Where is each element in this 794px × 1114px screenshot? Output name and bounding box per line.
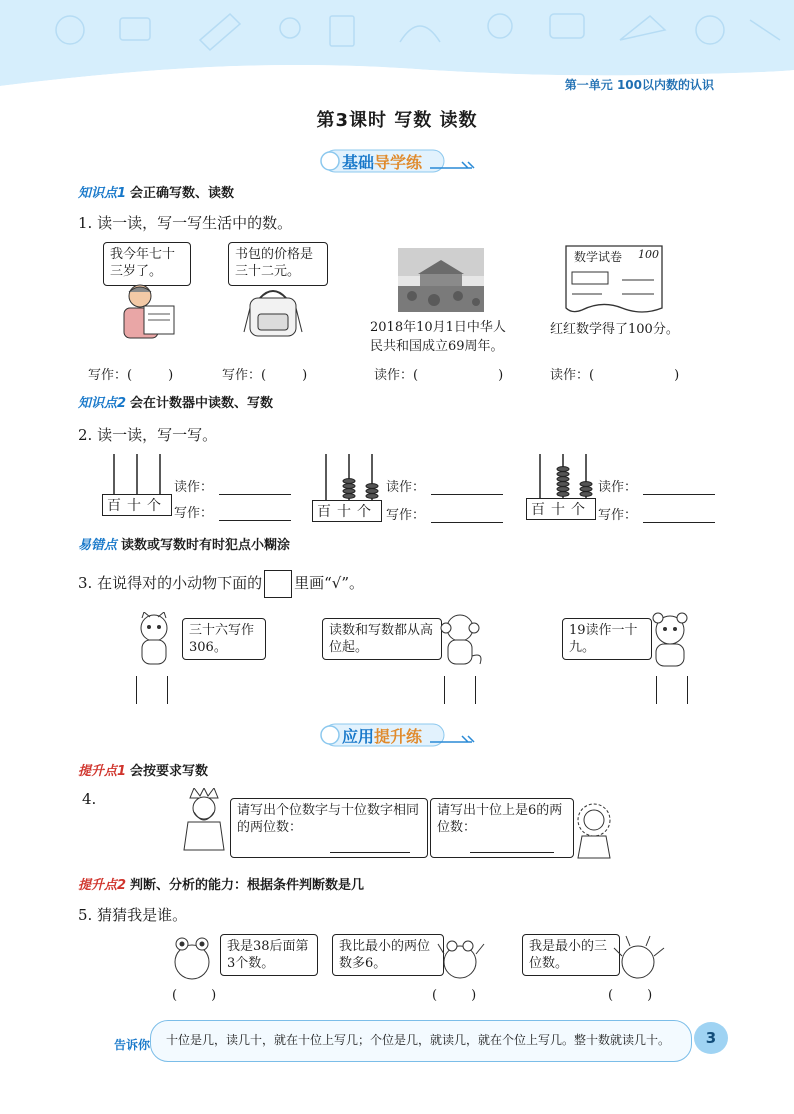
king-illustration	[180, 788, 228, 852]
read-label: 读作：	[174, 480, 214, 495]
q2-title: 2. 读一读，写一写。	[78, 426, 218, 444]
q4-answer-line-a[interactable]	[330, 852, 410, 853]
read-label: 读作：	[386, 480, 426, 495]
abacus-2-base: 百十个	[312, 500, 382, 522]
grandpa-reading-illustration	[110, 282, 182, 344]
abacus-bead	[366, 484, 378, 489]
abacus-1-write	[174, 502, 291, 521]
kp1-text: 会正确写数、读数	[130, 186, 235, 201]
abacus-3-read	[598, 476, 715, 495]
write-label: 写作：(	[88, 368, 133, 383]
q3-answer-box-c[interactable]	[656, 676, 688, 704]
q3-box-example	[264, 570, 292, 598]
up1-text: 会按要求写数	[130, 764, 209, 779]
up1-tag: 提升点1	[78, 764, 127, 779]
q1-caption-c: 2018年10月1日中华人民共和国成立69周年。	[370, 320, 506, 354]
up2-text: 判断、分析的能力：根据条件判断数是几	[130, 878, 365, 893]
abacus-2-rods	[316, 452, 382, 500]
read-blank[interactable]	[219, 480, 291, 495]
q1-bubble-a: 我今年七十三岁了。	[103, 242, 191, 286]
section-advanced-part2: 提升练	[374, 727, 423, 746]
q5-bubble-a: 我是38后面第3个数。	[220, 934, 318, 976]
q1-answer-d	[550, 364, 679, 383]
q1-title: 1. 读一读，写一写生活中的数。	[78, 214, 293, 232]
section-basic	[310, 146, 490, 176]
section-basic-part2: 导学练	[374, 153, 423, 172]
abacus-bead	[557, 477, 569, 482]
q3-title	[78, 570, 364, 598]
paren-open: (	[608, 988, 614, 1003]
tiananmen-photo	[398, 248, 484, 312]
abacus-3-rods	[530, 452, 596, 498]
q5-answer-b[interactable]	[432, 988, 476, 1003]
q5-answer-c[interactable]	[608, 988, 652, 1003]
q1-caption-d: 红红数学得了100分。	[550, 322, 679, 337]
read-blank[interactable]	[643, 480, 715, 495]
bear-illustration	[644, 610, 696, 670]
q1-answer-c	[374, 364, 503, 383]
write-label: 写作：(	[222, 368, 267, 383]
read-blank[interactable]	[431, 480, 503, 495]
paren-open: (	[432, 988, 438, 1003]
abacus-bead	[580, 492, 592, 497]
tip-label: 告诉你	[114, 1038, 151, 1052]
q1-answer-b	[222, 364, 307, 383]
q4-number: 4.	[82, 790, 97, 808]
kp2-tag: 知识点2	[78, 396, 127, 411]
section-advanced-part1: 应用	[342, 727, 375, 746]
write-blank[interactable]	[431, 508, 503, 523]
section-basic-part1: 基础	[342, 153, 375, 172]
q5-bubble-c: 我是最小的三位数。	[522, 934, 620, 976]
close-paren: )	[498, 368, 504, 383]
q4-bubble-a-text: 请写出个位数字与十位数字相同的两位数：	[237, 803, 420, 835]
q4-bubble-b	[430, 798, 574, 858]
abacus-bead	[557, 487, 569, 492]
abacus-bead	[557, 467, 569, 472]
abacus-1-base: 百十个	[102, 494, 172, 516]
paren-close: )	[211, 988, 217, 1003]
creature-a-illustration	[168, 934, 216, 982]
paren-close: )	[647, 988, 653, 1003]
knowledge-point-2	[78, 392, 273, 411]
err-text: 读数或写数时有时犯点小糊涂	[121, 538, 291, 553]
error-point	[78, 534, 290, 553]
q1-answer-a	[88, 364, 173, 383]
write-label: 写作：	[386, 508, 426, 523]
read-label: 读作：(	[550, 368, 595, 383]
q4-bubble-b-text: 请写出十位上是6的两位数：	[437, 803, 563, 835]
abacus-2-read	[386, 476, 503, 495]
paper-header: 数学试卷	[574, 250, 623, 264]
abacus-1-rods	[104, 452, 170, 494]
abacus-2-write	[386, 504, 503, 523]
abacus-3-base: 百十个	[526, 498, 596, 520]
abacus-bead	[557, 492, 569, 497]
lesson-title: 第3课时 写数 读数	[316, 110, 478, 131]
improvement-point-1	[78, 760, 208, 779]
read-label: 读作：	[598, 480, 638, 495]
abacus-bead	[580, 487, 592, 492]
score-mark: 100	[638, 248, 659, 261]
q3-title-a: 3. 在说得对的小动物下面的	[78, 574, 263, 592]
err-tag: 易错点	[78, 538, 118, 553]
abacus-bead	[343, 484, 355, 489]
unit-label: 第一单元 100以内数的认识	[564, 78, 714, 92]
close-paren: )	[302, 368, 308, 383]
q4-answer-line-b[interactable]	[470, 852, 554, 853]
abacus-bead	[343, 494, 355, 499]
school-bag-icon	[240, 284, 306, 342]
monkey-illustration	[436, 612, 486, 670]
abacus-bead	[366, 494, 378, 499]
tiger-illustration	[132, 612, 180, 670]
kp1-tag: 知识点1	[78, 186, 127, 201]
q3-bubble-a: 三十六写作306。	[182, 618, 266, 660]
abacus-3-write	[598, 504, 715, 523]
q3-answer-box-b[interactable]	[444, 676, 476, 704]
up2-tag: 提升点2	[78, 878, 127, 893]
close-paren: )	[168, 368, 174, 383]
abacus-bead	[580, 482, 592, 487]
kp2-text: 会在计数器中读数、写数	[130, 396, 274, 411]
q5-answer-a[interactable]	[172, 988, 216, 1003]
section-advanced	[310, 720, 490, 750]
q3-bubble-c: 19读作一十九。	[562, 618, 652, 660]
creature-b-illustration	[436, 934, 486, 982]
write-blank[interactable]	[219, 506, 291, 521]
improvement-point-2	[78, 874, 364, 893]
q3-bubble-b: 读数和写数都从高位起。	[322, 618, 442, 660]
q1-bubble-b: 书包的价格是三十二元。	[228, 242, 328, 286]
knowledge-point-1	[78, 182, 234, 201]
write-label: 写作：	[598, 508, 638, 523]
tip-text: 十位是几，读几十，就在十位上写几；个位是几，就读几，就在个位上写几。整十数就读几十。	[166, 1033, 671, 1047]
paren-close: )	[471, 988, 477, 1003]
abacus-bead	[557, 472, 569, 477]
q4-bubble-a	[230, 798, 428, 858]
abacus-bead	[557, 482, 569, 487]
write-blank[interactable]	[643, 508, 715, 523]
abacus-bead	[343, 479, 355, 484]
q5-title: 5. 猜猜我是谁。	[78, 906, 188, 924]
write-label: 写作：	[174, 506, 214, 521]
abacus-1-read	[174, 476, 291, 495]
lion-illustration	[572, 800, 618, 860]
creature-c-illustration	[612, 934, 666, 982]
page-number: 3	[694, 1022, 728, 1054]
q3-title-b: 里画“√”。	[294, 574, 364, 592]
abacus-bead	[366, 489, 378, 494]
q5-bubble-b: 我比最小的两位数多6。	[332, 934, 444, 976]
abacus-bead	[343, 489, 355, 494]
read-label: 读作：(	[374, 368, 419, 383]
close-paren: )	[674, 368, 680, 383]
q3-answer-box-a[interactable]	[136, 676, 168, 704]
paren-open: (	[172, 988, 178, 1003]
